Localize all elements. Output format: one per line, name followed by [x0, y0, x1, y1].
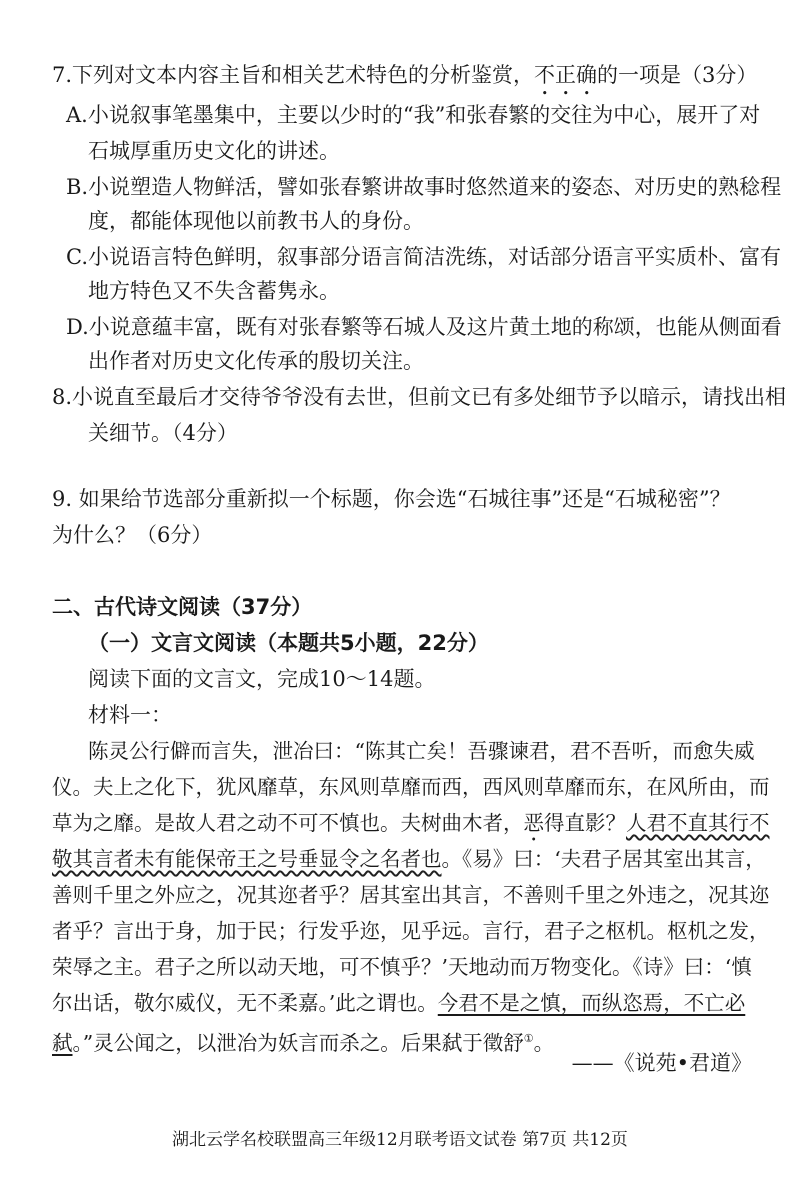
q7-option-a-line2: 石城厚重历史文化的讲述。 [88, 139, 340, 163]
q9-line1: 9. 如果给节选部分重新拟一个标题，你会选“石城往事”还是“石城秘密”？ [52, 487, 731, 511]
material-label: 材料一： [88, 703, 172, 727]
passage-line-9-text: 。”灵公闻之，以泄冶为妖言而杀之。后果弑于徵舒 [72, 1030, 524, 1055]
passage-emphasis-char: 恶 [523, 811, 544, 835]
passage-line-3-mid: 得直影？ [544, 811, 626, 835]
passage-wavy-underline-1: 人君不直其行不 [626, 811, 770, 835]
section-subtitle: （一）文言文阅读（本题共5小题，22分） [88, 631, 489, 655]
passage-line-7: 荣辱之主。君子之所以动天地，可不慎乎？’天地动而万物变化。《诗》曰：‘慎 [52, 955, 752, 979]
q7-option-c-line1: C.小说语言特色鲜明，叙事部分语言简洁洗练，对话部分语言平实质朴、富有 [66, 245, 781, 269]
passage-line-1: 陈灵公行僻而言失，泄冶曰：“陈其亡矣！吾骤谏君，君不吾听，而愈失威 [88, 739, 755, 763]
section-instruction: 阅读下面的文言文，完成10～14题。 [88, 667, 436, 691]
passage-line-4 [52, 844, 766, 874]
passage-line-2: 仪。夫上之化下，犹风靡草，东风则草靡而西，西风则草靡而东，在风所由，而 [52, 775, 770, 799]
q7-option-b-line2: 度，都能体现他以前教书人的身份。 [88, 209, 424, 233]
q7-stem [52, 60, 757, 100]
q7-option-d-line1: D.小说意蕴丰富，既有对张春繁等石城人及这片黄土地的称颂，也能从侧面看 [66, 315, 782, 339]
footnote-marker: ① [523, 1032, 534, 1045]
passage-line-6: 者乎？言出于身，加于民；行发乎迩，见乎远。言行，君子之枢机。枢机之发， [52, 919, 770, 943]
q8-line2: 关细节。（4分） [88, 421, 238, 445]
passage-line-8-text: 尔出话，敬尔威仪，无不柔嘉。’此之谓也。 [52, 991, 438, 1015]
q7-option-c-line2: 地方特色又不失含蓄隽永。 [88, 279, 340, 303]
passage-source: ——《说苑•君道》 [571, 1051, 752, 1075]
q9-line2: 为什么？（6分） [52, 523, 213, 547]
q8-line1: 8.小说直至最后才交待爷爷没有去世，但前文已有多处细节予以暗示，请找出相 [52, 385, 787, 409]
passage-line-9-end: 。 [533, 1030, 555, 1055]
passage-line-3-text: 草为之靡。是故人君之动不可不慎也。夫树曲木者， [52, 811, 524, 835]
q7-option-d-line2: 出作者对历史文化传承的殷切关注。 [88, 349, 424, 373]
passage-line-5: 善则千里之外应之，况其迩者乎？居其室出其言，不善则千里之外违之，况其迩 [52, 883, 770, 907]
passage-line-4-rest: 。《易》曰：‘夫君子居其室出其言， [441, 847, 766, 871]
section-title: 二、古代诗文阅读（37分） [52, 595, 313, 619]
passage-underline-1: 今君不是之慎，而纵恣焉，不亡必 [437, 991, 746, 1015]
passage-wavy-underline-2: 敬其言者未有能保帝王之号垂显令之名者也 [52, 847, 442, 871]
page-footer: 湖北云学名校联盟高三年级12月联考语文试卷 第7页 共12页 [172, 1130, 628, 1150]
q7-stem-text: 7.下列对文本内容主旨和相关艺术特色的分析鉴赏， [52, 63, 535, 87]
q7-emphasis: 不正确 [534, 63, 598, 87]
q7-option-b-line1: B.小说塑造人物鲜活，譬如张春繁讲故事时悠然道来的姿态、对历史的熟稔程 [66, 175, 782, 199]
q7-option-a-line1: A.小说叙事笔墨集中，主要以少时的“我”和张春繁的交往为中心，展开了对 [66, 103, 761, 127]
passage-underline-2: 弑 [52, 1030, 73, 1055]
passage-line-8 [52, 988, 745, 1018]
passage-line-9 [52, 1024, 554, 1058]
passage-line-3 [52, 808, 770, 846]
q7-score: 的一项是（3分） [597, 63, 758, 87]
